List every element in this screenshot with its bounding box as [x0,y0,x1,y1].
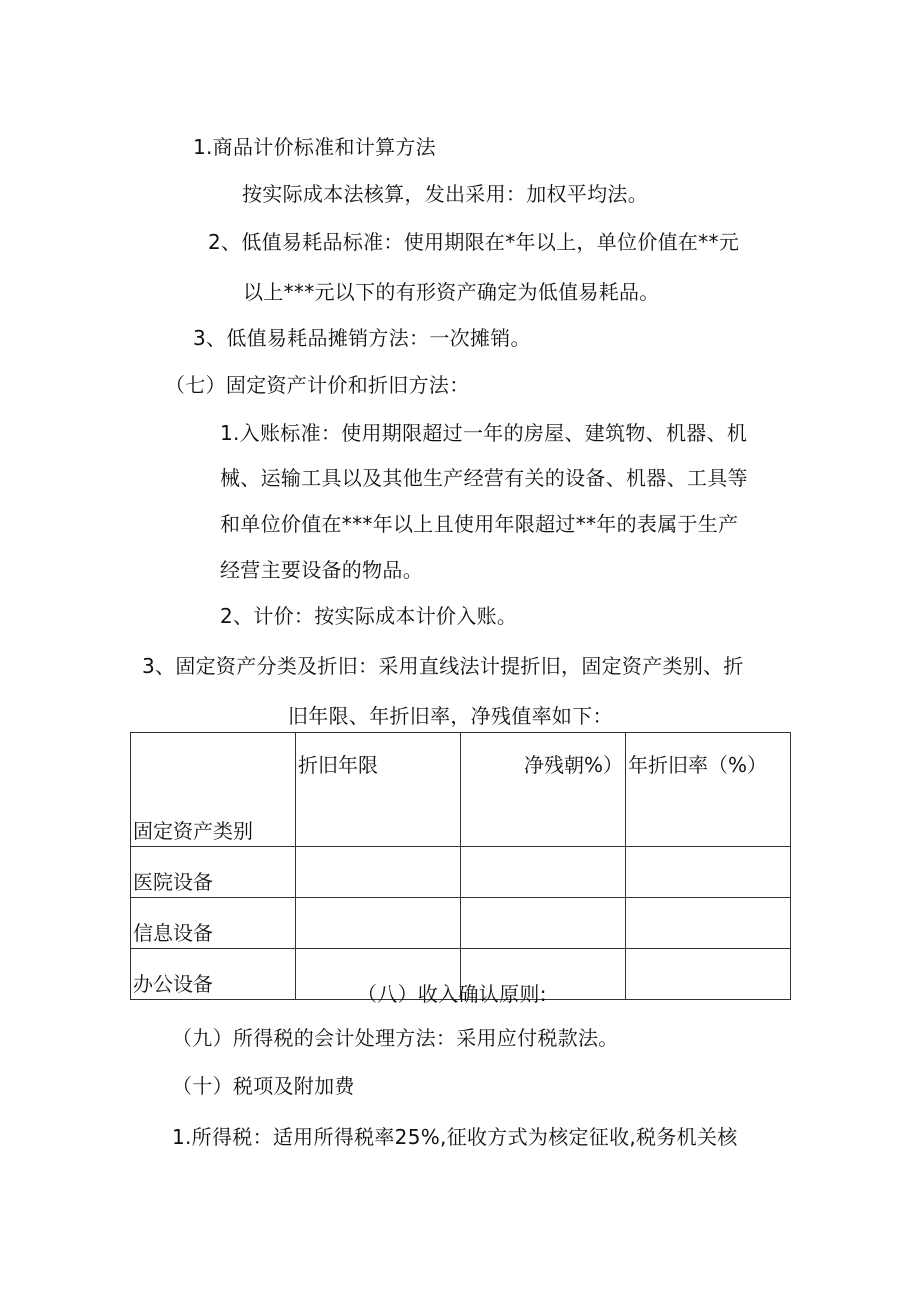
depreciation-table [130,732,791,1000]
table-cell [626,847,791,898]
text-line: 经营主要设备的物品。 [220,558,423,582]
header-annual-rate: 年折旧率（%） [626,733,791,847]
text-line: 旧年限、年折旧率，净残值率如下： [288,704,613,728]
table-cell [296,847,461,898]
section-heading: （九）所得税的会计处理方法：采用应付税款法。 [172,1026,619,1050]
header-depreciation-years: 折旧年限 [296,733,461,847]
table-cell [296,898,461,949]
table-cell: 办公设备 [131,949,296,1000]
text-line: 1.入账标准：使用期限超过一年的房屋、建筑物、机器、机 [220,421,748,445]
table-header-row [131,733,791,847]
text-line: 3、低值易耗品摊销方法：一次摊销。 [193,326,531,350]
section-heading: （十）税项及附加费 [172,1074,355,1098]
text-line: 1.所得税：适用所得税率25%,征收方式为核定征收,税务机关核 [172,1125,738,1149]
table-cell: 信息设备 [131,898,296,949]
text-line: 以上***元以下的有形资产确定为低值易耗品。 [243,280,660,304]
header-category: 固定资产类别 [131,733,296,847]
header-residual-rate: 净残朝%） [461,733,626,847]
text-line: 按实际成本法核算，发出采用：加权平均法。 [242,182,648,206]
text-line: 2、低值易耗品标准：使用期限在*年以上，单位价值在**元 [208,230,740,254]
table-cell [461,898,626,949]
text-line: 械、运输工具以及其他生产经营有关的设备、机器、工具等 [220,466,748,490]
section-heading: （八）收入确认原则: [357,982,547,1006]
table-cell [626,949,791,1000]
table-cell: 医院设备 [131,847,296,898]
table-cell [461,847,626,898]
table-row [131,847,791,898]
table-cell [626,898,791,949]
text-line: 1.商品计价标准和计算方法 [193,135,436,159]
text-line: 3、固定资产分类及折旧：采用直线法计提折旧，固定资产类别、折 [142,654,744,678]
text-line: 和单位价值在***年以上且使用年限超过**年的表属于生产 [220,512,739,536]
section-heading: （七）固定资产计价和折旧方法： [165,373,470,397]
text-line: 2、计价：按实际成本计价入账。 [220,604,518,628]
table-row [131,898,791,949]
